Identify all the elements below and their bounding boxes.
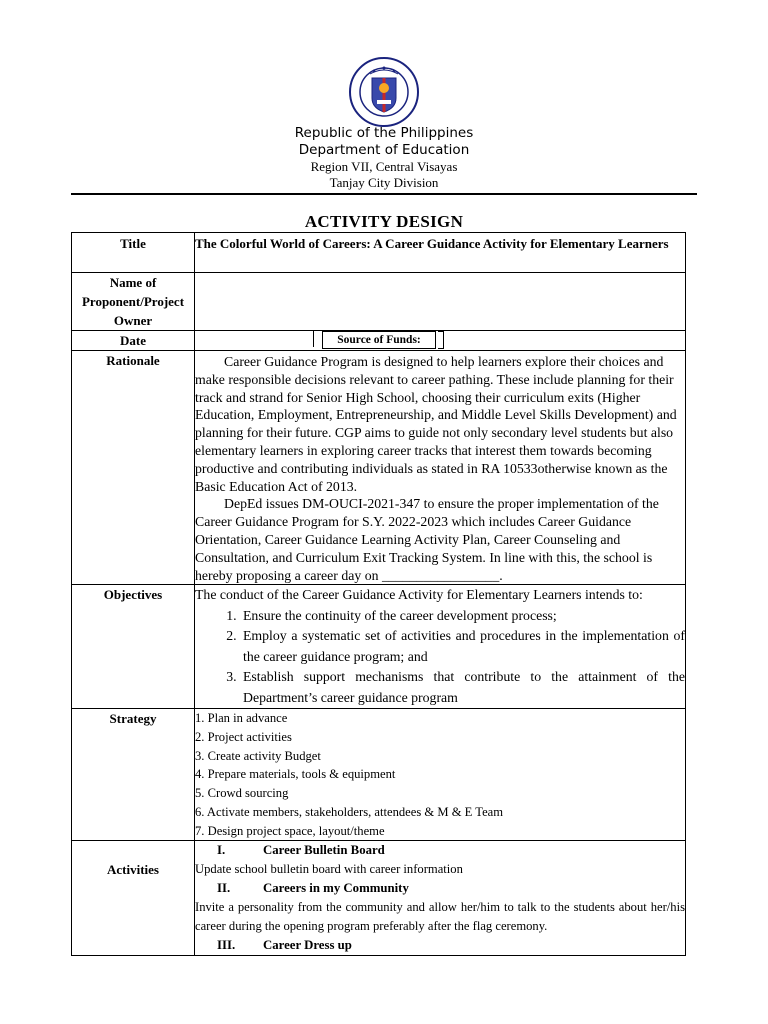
label-strategy: Strategy <box>72 709 195 841</box>
list-item: 6. Activate members, stakeholders, attendees & M & E Team <box>195 804 504 819</box>
label-rationale: Rationale <box>72 351 195 585</box>
table-row-title <box>72 233 686 273</box>
list-item: 4. Prepare materials, tools & equipment <box>195 767 396 782</box>
value-activities <box>195 841 686 956</box>
activity-design-table <box>71 232 686 956</box>
list-item: 2. Employ a systematic set of activities and procedures in the implementation of the career guidance program; and <box>240 626 685 667</box>
activity-title-text: The Colorful World of Careers: A Career Guidance Activity for Elementary Learners <box>195 236 669 251</box>
label-activities: Activities <box>72 841 195 956</box>
value-date <box>195 331 686 351</box>
header-divider <box>71 193 697 195</box>
table-row-strategy <box>72 709 686 841</box>
header-division: Tanjay City Division <box>329 175 439 190</box>
list-item: 3. Create activity Budget <box>195 748 321 763</box>
list-item: 1. Plan in advance <box>195 711 288 726</box>
list-item: 7. Design project space, layout/theme <box>195 823 385 838</box>
document-title: ACTIVITY DESIGN <box>304 212 464 231</box>
list-item: 1. Ensure the continuity of the career development process; <box>240 606 685 627</box>
value-strategy <box>195 709 686 841</box>
objectives-list <box>195 606 685 709</box>
list-item: 3. Establish support mechanisms that contribute to the attainment of the Department’s career guidance program <box>240 667 685 708</box>
activity-description: Update school bulletin board with career information <box>195 862 463 877</box>
activity-heading: I. Career Bulletin Board <box>217 843 385 858</box>
funds-separator <box>313 331 314 347</box>
value-title <box>195 233 686 273</box>
activity-description: Invite a personality from the community and allow her/him to talk to the students about her/his career during the opening program preferably after the flag ceremony. <box>195 900 685 934</box>
objectives-intro: The conduct of the Career Guidance Activity for Elementary Learners intends to: <box>195 587 643 603</box>
header-republic: Republic of the Philippines <box>294 125 474 141</box>
header-region: Region VII, Central Visayas <box>310 159 458 174</box>
value-objectives <box>195 585 686 709</box>
activity-heading: II. Careers in my Community <box>217 881 409 896</box>
label-date: Date <box>72 331 195 351</box>
rationale-paragraph-1: Career Guidance Program is designed to help learners explore their choices and make responsible decisions relevant to career pathing. These include planning for their track and strand for Senior High School, choosing their curriculum exits (Higher Education, Employment, Entrepreneurship, and Middle Level Skills Development) and planning for their future. CGP aims to guide not only secondary level students but also elementary learners in exploring career tracks that interest them towards becoming productive and contributing individuals as stated in RA 10533otherwise known as the Basic Education Act of 2013. <box>195 354 677 494</box>
table-row-activities <box>72 841 686 956</box>
value-proponent <box>195 273 686 331</box>
deped-seal-logo <box>348 56 420 128</box>
activity-heading: III. Career Dress up <box>217 938 352 953</box>
label-objectives: Objectives <box>72 585 195 709</box>
list-item: 5. Crowd sourcing <box>195 786 289 801</box>
table-row-proponent <box>72 273 686 331</box>
source-of-funds-label: Source of Funds: <box>322 331 436 349</box>
table-row-objectives <box>72 585 686 709</box>
value-rationale <box>195 351 686 585</box>
table-row-rationale <box>72 351 686 585</box>
label-title: Title <box>72 233 195 273</box>
list-item: 2. Project activities <box>195 730 292 745</box>
source-of-funds-value <box>438 331 444 349</box>
rationale-paragraph-2: DepEd issues DM-OUCI-2021-347 to ensure the proper implementation of the Career Guidance Program for S.Y. 2022-2023 which includes Career Guidance Orientation, Career Guidance Learning Activity Plan, Career Counseling and Consultation, and Curriculum Exit Tracking System. In line with this, the school is hereby proposing a career day on _________________. <box>195 496 659 583</box>
label-proponent: Name of Proponent/Project Owner <box>72 273 195 331</box>
table-row-date <box>72 331 686 351</box>
header-department: Department of Education <box>298 142 470 158</box>
